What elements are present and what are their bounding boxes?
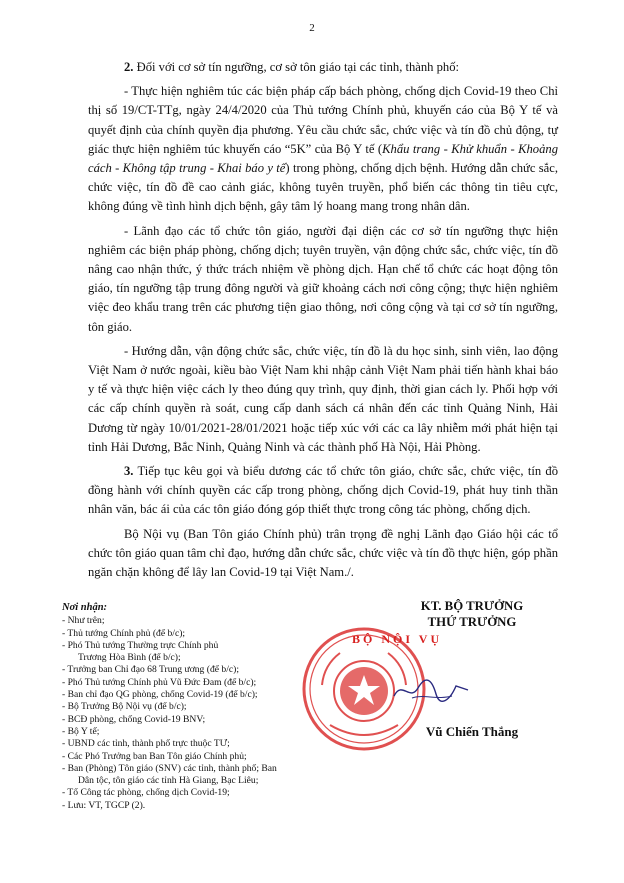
recipient-line: - Bộ Trưởng Bộ Nội vụ (để b/c);: [62, 701, 187, 713]
recipient-line: - Các Phó Trưởng ban Ban Tôn giáo Chính phủ;: [62, 750, 247, 762]
recipients-heading: Nơi nhận:: [62, 602, 108, 613]
paragraph-text: - Thực hiện nghiêm túc các biện pháp cấp bách phòng, chống dịch Covid-19 theo Chỉ thị số 19/CT-TTg, ngày 24/4/2020 của Thủ tướng Chính phủ, khuyến cáo của Bộ Y tế và quyết định của chính quyền địa phương. Yêu cầu chức sắc, chức việc và tín đồ chủ động, tự giác thực hiện nghiêm túc khuyến cáo “5K” của Bộ Y tế (: [88, 84, 558, 156]
recipient-line: Trương Hòa Bình (để b/c);: [78, 652, 181, 664]
paragraph-section-2: [88, 58, 558, 77]
recipient-line: - Lưu: VT, TGCP (2).: [62, 799, 146, 811]
section-heading-text: Đối với cơ sở tín ngưỡng, cơ sở tôn giáo tại các tỉnh, thành phố:: [133, 60, 460, 74]
document-body: [88, 58, 558, 587]
paragraph-5k-measures: [88, 82, 558, 216]
paragraph-text: Tiếp tục kêu gọi và biểu dương các tổ chức tôn giáo, chức sắc, chức việc, tín đồ đồng hành với chính quyền các cấp trong phòng, chống dịch Covid-19, phát huy tinh thần nhân văn, bác ái của các tôn giáo đóng góp thiết thực trong công tác phòng, chống dịch.: [88, 464, 558, 517]
section-number: 3.: [124, 464, 134, 479]
page-number: 2: [309, 22, 315, 34]
paragraph-closing: Bộ Nội vụ (Ban Tôn giáo Chính phủ) trân trọng đề nghị Lãnh đạo Giáo hội các tổ chức tôn giáo quan tâm chỉ đạo, hướng dẫn chức sắc, chức việc và tín đồ thực hiện, góp phần ngăn chặn không để lây lan Covid-19 tại Việt Nam./.: [88, 526, 558, 580]
signature-title-line1: KT. BỘ TRƯỞNG: [420, 599, 524, 613]
recipient-line: - Trưởng ban Chỉ đạo 68 Trung ương (để b/c);: [62, 664, 239, 676]
paragraph-text: ) trong phòng, chống dịch bệnh. Hướng dẫn chức sắc, chức việc, tín đồ đề cao cảnh giác, không tuyên truyền, phổ biến các thông tin tiêu cực, không đúng về tình hình dịch bệnh, gây tâm lý hoang mang trong nhân dân.: [88, 161, 558, 214]
recipient-line: - UBND các tỉnh, thành phố trực thuộc TƯ;: [62, 738, 230, 750]
recipient-line: - Phó Thủ tướng Chính phủ Vũ Đức Đam (để b/c);: [62, 676, 257, 688]
seal-label: BỘ NỘI VỤ: [352, 632, 443, 646]
signer-name: Vũ Chiến Thắng: [425, 724, 519, 739]
section-number: 2.: [124, 60, 134, 74]
paragraph-leaders: - Lãnh đạo các tổ chức tôn giáo, người đại diện các cơ sở tín ngưỡng thực hiện nghiêm các biện pháp phòng, chống dịch; tuyên truyền, vận động chức sắc, chức việc, tín đồ nâng cao nhận thức, ý thức trách nhiệm về phòng dịch. Hạn chế tổ chức các hoạt động tôn giáo, tín ngưỡng tập trung đông người và giữ khoảng cách nơi công cộng; thực hiện nghiêm việc đeo khẩu trang trên các phương tiện giao thông, nơi công cộng và tại cơ sở tín ngưỡng, tôn giáo.: [88, 223, 558, 334]
recipient-line: - Phó Thủ tướng Thường trực Chính phủ: [62, 639, 219, 651]
recipient-line: - Thủ tướng Chính phủ (để b/c);: [62, 627, 186, 639]
5k-italic-text: Khẩu trang - Khử khuẩn - Khoảng cách - Không tập trung - Khai báo y tế: [88, 141, 558, 176]
recipient-line: - Tổ Công tác phòng, chống dịch Covid-19;: [62, 787, 230, 799]
paragraph-students: - Hướng dẫn, vận động chức sắc, chức việc, tín đồ là du học sinh, sinh viên, lao động Việt Nam ở nước ngoài, kiều bào Việt Nam khi nhập cảnh Việt Nam phải tiến hành khai báo y tế và thực hiện việc cách ly theo đúng quy trình, quy định, thời gian cách ly. Phối hợp với các cấp chính quyền rà soát, cung cấp danh sách cá nhân đến các tỉnh Quảng Ninh, Hải Dương từ ngày 10/01/2021-28/01/2021 hoặc tiếp xúc với các ca lây nhiễm mới phát hiện tại tỉnh Hải Dương, Bắc Ninh, Quảng Ninh và các thành phố Hà Nội, Hải Phòng.: [88, 343, 558, 454]
signature-title-line2: THỨ TRƯỞNG: [427, 615, 517, 629]
paragraph-section-3: [88, 462, 558, 520]
recipient-line: - Ban chỉ đạo QG phòng, chống Covid-19 (để b/c);: [62, 689, 258, 701]
handwritten-signature-icon: [392, 676, 470, 704]
recipient-line: - BCĐ phòng, chống Covid-19 BNV;: [62, 713, 206, 725]
recipient-line: - Như trên;: [62, 615, 105, 627]
recipient-line: - Bộ Y tế;: [62, 725, 100, 737]
recipient-line: - Ban (Phòng) Tôn giáo (SNV) các tỉnh, thành phố; Ban: [62, 762, 277, 774]
recipient-line: Dân tộc, tôn giáo các tỉnh Hà Giang, Bạc Liêu;: [78, 775, 259, 787]
